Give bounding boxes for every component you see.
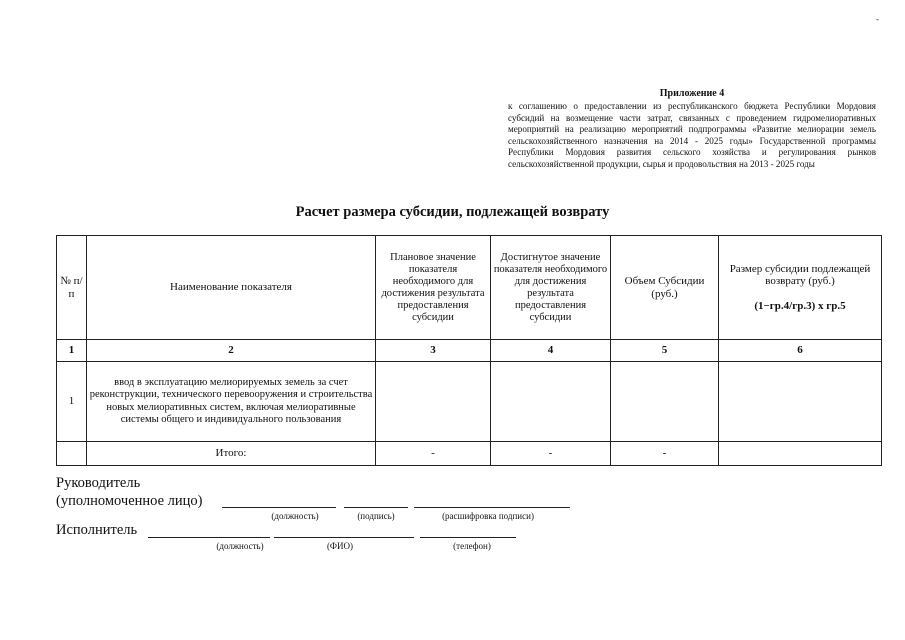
header-formula: (1−гр.4/гр.3) х гр.5 bbox=[754, 299, 846, 312]
col-number: 6 bbox=[719, 340, 882, 362]
column-number-row bbox=[57, 340, 882, 362]
header-size bbox=[719, 236, 882, 340]
exec-phone-caption: (телефон) bbox=[453, 541, 491, 551]
row-num: 1 bbox=[57, 362, 87, 442]
head-signature-caption: (подпись) bbox=[357, 511, 395, 521]
row-name: ввод в эксплуатацию мелиорируемых земель за счет реконструкции, технического перевооружения и строительства новых мелиоративных систем, включая мелиоративные системы общего и индивидуального пользования bbox=[87, 362, 376, 442]
total-num bbox=[57, 442, 87, 466]
header-planned: Плановое значение показателя необходимого для достижения результата предоставления субсидии bbox=[376, 236, 491, 340]
head-name-line bbox=[414, 507, 570, 508]
total-row bbox=[57, 442, 882, 466]
corner-mark: - bbox=[876, 14, 879, 24]
total-achieved: - bbox=[491, 442, 611, 466]
total-size bbox=[719, 442, 882, 466]
row-size bbox=[719, 362, 882, 442]
col-number: 5 bbox=[611, 340, 719, 362]
col-number: 3 bbox=[376, 340, 491, 362]
row-volume bbox=[611, 362, 719, 442]
executor-label: Исполнитель bbox=[56, 522, 138, 538]
header-volume: Объем Субсидии (руб.) bbox=[611, 236, 719, 340]
head-name-caption: (расшифровка подписи) bbox=[442, 511, 534, 521]
exec-position-line bbox=[148, 537, 270, 538]
header-num: № п/п bbox=[57, 236, 87, 340]
row-achieved bbox=[491, 362, 611, 442]
exec-phone-line bbox=[420, 537, 516, 538]
annex-title: Приложение 4 bbox=[659, 88, 725, 99]
row-planned bbox=[376, 362, 491, 442]
exec-position-caption: (должность) bbox=[216, 541, 264, 551]
head-signature-line bbox=[344, 507, 408, 508]
document-title: Расчет размера субсидии, подлежащей возврату bbox=[295, 204, 610, 220]
subsidy-table bbox=[56, 235, 882, 466]
header-name: Наименование показателя bbox=[87, 236, 376, 340]
head-label: Руководитель bbox=[56, 475, 141, 491]
total-label: Итого: bbox=[87, 442, 376, 466]
head-sub-label: (уполномоченное лицо) bbox=[56, 493, 203, 509]
header-size-label: Размер субсидии подлежащей возврату (руб.) bbox=[729, 262, 871, 288]
col-number: 1 bbox=[57, 340, 87, 362]
col-number: 4 bbox=[491, 340, 611, 362]
table-row bbox=[57, 362, 882, 442]
head-position-caption: (должность) bbox=[271, 511, 319, 521]
exec-fio-caption: (ФИО) bbox=[326, 541, 354, 551]
total-volume: - bbox=[611, 442, 719, 466]
col-number: 2 bbox=[87, 340, 376, 362]
total-planned: - bbox=[376, 442, 491, 466]
head-position-line bbox=[222, 507, 336, 508]
exec-fio-line bbox=[274, 537, 414, 538]
annex-block bbox=[508, 88, 876, 171]
annex-text: к соглашению о предоставлении из республиканского бюджета Республики Мордовия субсидий на возмещение части затрат, связанных с проведением гидромелиоративных мероприятий на реализацию мероприятий подпрограммы «Развитие мелиорации земель сельскохозяйственного назначения на 2014 - 2025 годы» Государственной программы Республики Мордовия развития сельского хозяйства и регулирования рынков сельскохозяйственной продукции, сырья и продовольствия на 2013 - 2025 годы bbox=[508, 101, 876, 169]
header-achieved: Достигнутое значение показателя необходимого для достижения результата предоставления субсидии bbox=[491, 236, 611, 340]
header-row bbox=[57, 236, 882, 340]
